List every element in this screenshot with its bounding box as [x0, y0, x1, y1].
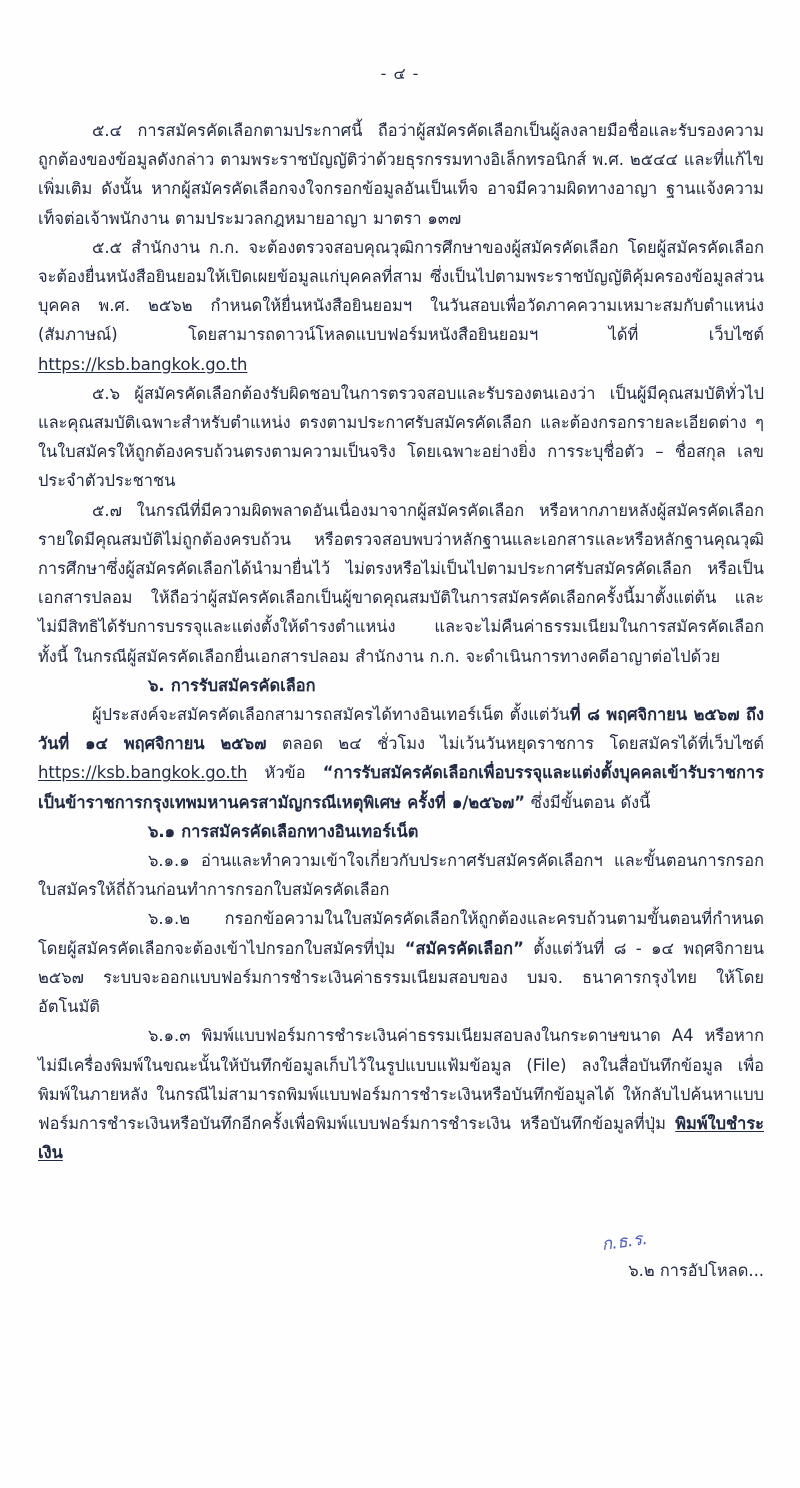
website-link-ksb-1[interactable]: https://ksb.bangkok.go.th	[38, 354, 248, 374]
print-payment-slip-button-label: พิมพ์ใบชำระเงิน	[38, 1113, 764, 1163]
clause-6-1-3-text: ๖.๑.๓ พิมพ์แบบฟอร์มการชำระเงินค่าธรรมเนียมสอบลงในกระดาษขนาด A4 หรือหากไม่มีเครื่องพิมพ์ในขณะนั้นให้บันทึกข้อมูลเก็บไว้ในรูปแบบแฟ้มข้อมูล (File) ลงในสื่อบันทึกข้อมูล เพื่อพิมพ์ในภายหลัง ในกรณีไม่สามารถพิมพ์แบบฟอร์มการชำระเงินหรือบันทึกข้อมูลได้ ให้กลับไปค้นหาแบบฟอร์มการชำระเงินหรือบันทึกอีกครั้งเพื่อพิมพ์แบบฟอร์มการชำระเงิน หรือบันทึกข้อมูลที่ปุ่ม	[38, 1026, 764, 1133]
paragraph-clause-6-1-3	[38, 1021, 764, 1167]
paragraph-clause-6-1-2	[38, 904, 764, 1021]
paragraph-clause-5-5	[38, 233, 764, 379]
heading-section-6	[38, 671, 764, 700]
paragraph-clause-5-6	[38, 379, 764, 496]
section-6-intro-text-mid: ตลอด ๒๔ ชั่วโมง ไม่เว้นวันหยุดราชการ โดยสมัครได้ที่เว็บไซต์	[266, 734, 764, 754]
application-period-dates: ที่ ๘ พฤศจิกายน ๒๕๖๗ ถึงวันที่ ๑๔ พฤศจิกายน ๒๕๖๗	[38, 705, 764, 754]
clause-6-1-2-text-after: ตั้งแต่วันที่ ๘ - ๑๔ พฤศจิกายน ๒๕๖๗ ระบบจะออกแบบฟอร์มการชำระเงินค่าธรรมเนียมสอบของ บมจ. ธนาคารกรุงไทย ให้โดยอัตโนมัติ	[38, 938, 764, 1017]
section-6-intro-text: ผู้ประสงค์จะสมัครคัดเลือกสามารถสมัครได้ทางอินเทอร์เน็ต ตั้งแต่วัน	[92, 705, 570, 725]
clause-6-1-2-text: ๖.๑.๒ กรอกข้อความในใบสมัครคัดเลือกให้ถูกต้องและครบถ้วนตามขั้นตอนที่กำหนด โดยผู้สมัครคัดเลือกจะต้องเข้าไปกรอกใบสมัครที่ปุ่ม	[38, 909, 764, 958]
website-link-ksb-2[interactable]: https://ksb.bangkok.go.th	[38, 763, 248, 783]
paragraph-section-6-intro	[38, 700, 764, 817]
heading-section-6-text: ๖. การรับสมัครคัดเลือก	[148, 675, 316, 695]
page-number: - ๔ -	[380, 64, 420, 83]
section-6-intro-text-mid2: หัวข้อ	[247, 763, 323, 783]
heading-clause-6-1	[38, 817, 764, 846]
clause-5-5-text: ๕.๕ สำนักงาน ก.ก. จะต้องตรวจสอบคุณวุฒิการศึกษาของผู้สมัครคัดเลือก โดยผู้สมัครคัดเลือกจะต้องยื่นหนังสือยินยอมให้เปิดเผยข้อมูลแก่บุคคลที่สาม ซึ่งเป็นไปตามพระราชบัญญัติคุ้มครองข้อมูลส่วนบุคคล พ.ศ. ๒๕๖๒ กำหนดให้ยื่นหนังสือยินยอมฯ ในวันสอบเพื่อวัดภาคความเหมาะสมกับตำแหน่ง (สัมภาษณ์) โดยสามารถดาวน์โหลดแบบฟอร์มหนังสือยินยอมฯ ได้ที่ เว็บไซต์	[38, 237, 764, 345]
clause-5-4-text: ๕.๔ การสมัครคัดเลือกตามประกาศนี้ ถือว่าผู้สมัครคัดเลือกเป็นผู้ลงลายมือชื่อและรับรองความถูกต้องของข้อมูลดังกล่าว ตามพระราชบัญญัติว่าด้วยธุรกรรมทางอิเล็กทรอนิกส์ พ.ศ. ๒๕๔๔ และที่แก้ไขเพิ่มเติม ดังนั้น หากผู้สมัครคัดเลือกจงใจกรอกข้อมูลอันเป็นเท็จ อาจมีความผิดทางอาญา ฐานแจ้งความเท็จต่อเจ้าพนักงาน ตามประมวลกฎหมายอาญา มาตรา ๑๓๗	[38, 121, 764, 228]
announcement-title-quote: “การรับสมัครคัดเลือกเพื่อบรรจุและแต่งตั้งบุคคลเข้ารับราชการเป็นข้าราชการกรุงเทพมหานครสามัญกรณีเหตุพิเศษ ครั้งที่ ๑/๒๕๖๗”	[38, 763, 764, 812]
heading-clause-6-1-text: ๖.๑ การสมัครคัดเลือกทางอินเทอร์เน็ต	[148, 821, 419, 841]
clause-6-1-1-text: ๖.๑.๑ อ่านและทำความเข้าใจเกี่ยวกับประกาศรับสมัครคัดเลือกฯ และขั้นตอนการกรอกใบสมัครให้ถี่ถ้วนก่อนทำการกรอกใบสมัครคัดเลือก	[38, 851, 764, 900]
clause-5-6-text: ๕.๖ ผู้สมัครคัดเลือกต้องรับผิดชอบในการตรวจสอบและรับรองตนเองว่า เป็นผู้มีคุณสมบัติทั่วไปและคุณสมบัติเฉพาะสำหรับตำแหน่ง ตรงตามประกาศรับสมัครคัดเลือก และต้องกรอกรายละเอียดต่าง ๆ ในใบสมัครให้ถูกต้องครบถ้วนตรงตามความเป็นจริง โดยเฉพาะอย่างยิ่ง การระบุชื่อตัว – ชื่อสกุล เลขประจำตัวประชาชน	[38, 383, 764, 491]
paragraph-clause-5-7	[38, 496, 764, 671]
clause-5-7-text: ๕.๗ ในกรณีที่มีความผิดพลาดอันเนื่องมาจากผู้สมัครคัดเลือก หรือหากภายหลังผู้สมัครคัดเลือกรายใดมีคุณสมบัติไม่ถูกต้องครบถ้วน หรือตรวจสอบพบว่าหลักฐานและเอกสารและหรือหลักฐานคุณวุฒิการศึกษาซึ่งผู้สมัครคัดเลือกได้นำมายื่นไว้ ไม่ตรงหรือไม่เป็นไปตามประกาศรับสมัครคัดเลือก หรือเป็นเอกสารปลอม ให้ถือว่าผู้สมัครคัดเลือกเป็นผู้ขาดคุณสมบัติในการสมัครคัดเลือกครั้งนี้มาตั้งแต่ต้น และไม่มีสิทธิได้รับการบรรจุและแต่งตั้งให้ดำรงตำแหน่ง และจะไม่คืนค่าธรรมเนียมในการสมัครคัดเลือก ทั้งนี้ ในกรณีผู้สมัครคัดเลือกยื่นเอกสารปลอม สำนักงาน ก.ก. จะดำเนินการทางคดีอาญาต่อไปด้วย	[38, 500, 764, 666]
paragraph-clause-5-4	[38, 116, 764, 233]
paragraph-clause-6-1-1	[38, 846, 764, 904]
closing-line: ๖.๒ การอัปโหลด...	[628, 1261, 764, 1280]
apply-button-quote: “สมัครคัดเลือก”	[404, 938, 524, 958]
section-6-intro-text-after: ซึ่งมีขั้นตอน ดังนี้	[525, 792, 651, 812]
document-body	[38, 116, 764, 1167]
signature-mark: ก.ธ.ร.	[600, 1228, 649, 1256]
